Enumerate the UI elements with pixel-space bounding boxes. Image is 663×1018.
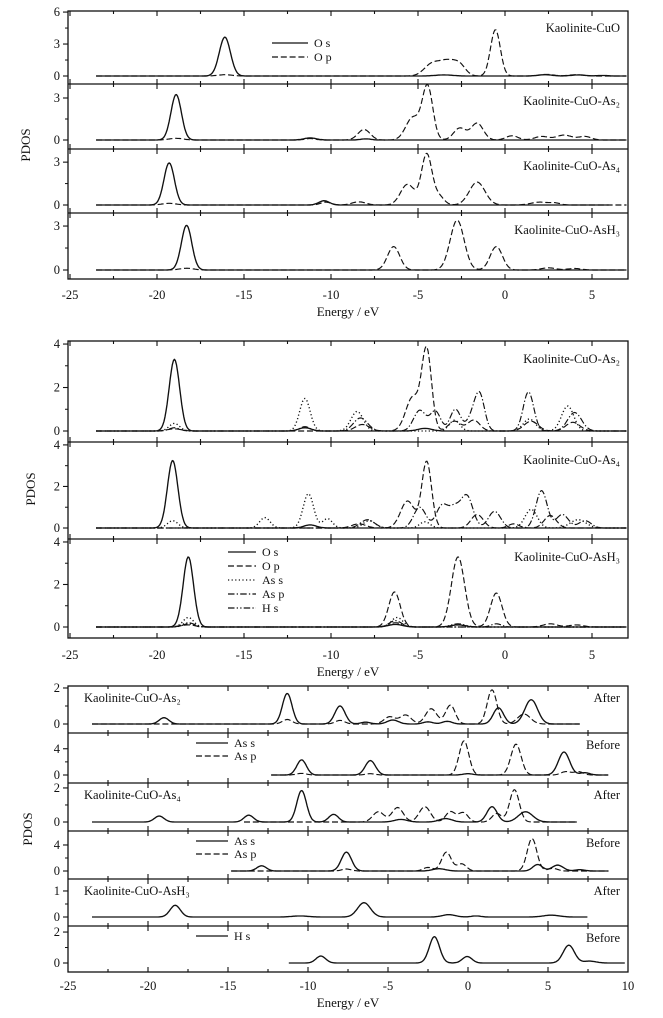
x-tick-label: -10	[299, 979, 317, 993]
y-tick-label: 2	[53, 780, 60, 795]
x-tick-label: -20	[148, 648, 166, 662]
panel-title: Kaolinite-CuO-As₂	[523, 94, 620, 108]
legend-label: O p	[262, 559, 280, 573]
y-tick-label: 0	[53, 620, 60, 634]
y-axis-title: PDOS	[18, 128, 33, 162]
curve-o-s	[96, 359, 626, 431]
axes-frame-group-2	[68, 341, 628, 638]
y-tick-label: 4	[53, 741, 60, 756]
panel-title: Kaolinite-CuO-AsH₃	[514, 550, 620, 564]
panel-state-label: After	[593, 884, 620, 898]
panel-state-label: Before	[585, 836, 620, 850]
curve-o-s	[96, 461, 626, 528]
legend-label: As s	[234, 834, 256, 848]
legend-label: O s	[314, 36, 331, 50]
y-tick-label: 0	[53, 815, 60, 829]
curve-as-s	[271, 752, 608, 775]
y-tick-label: 0	[53, 198, 60, 212]
y-tick-label: 0	[53, 69, 60, 83]
curve-as-p	[231, 839, 608, 871]
curve-as-s	[96, 494, 626, 528]
panel-title: Kaolinite-CuO-As₂	[84, 691, 181, 705]
panel-state-label: Before	[585, 931, 620, 945]
panel-state-label: After	[593, 691, 620, 705]
panel-title: Kaolinite-CuO-AsH₃	[514, 223, 620, 237]
curve-o-p	[96, 84, 626, 140]
x-tick-label: -5	[382, 979, 394, 993]
x-tick-label: -5	[412, 648, 424, 662]
legend-label: As s	[262, 573, 284, 587]
y-axis-title: PDOS	[20, 812, 35, 846]
curve-as-p	[244, 790, 576, 822]
x-tick-label: 5	[588, 648, 596, 662]
x-tick-label: -15	[235, 288, 253, 302]
y-tick-label: 4	[53, 837, 60, 852]
x-tick-label: -5	[412, 288, 424, 302]
y-tick-label: 4	[53, 437, 60, 452]
curve-o-s	[96, 37, 626, 76]
legend-label: H s	[234, 929, 251, 943]
panel-state-label: Before	[585, 738, 620, 752]
x-tick-label: -25	[61, 288, 79, 302]
curve-as-p	[271, 741, 608, 775]
x-tick-label: -10	[322, 288, 340, 302]
x-tick-label: -15	[235, 648, 253, 662]
x-tick-label: 0	[501, 288, 509, 302]
y-tick-label: 6	[53, 5, 60, 20]
legend-label: As p	[262, 587, 285, 601]
curve-as-s	[96, 398, 626, 431]
y-tick-label: 3	[53, 37, 60, 52]
curve-o-s	[96, 557, 626, 627]
y-tick-label: 4	[53, 337, 60, 352]
x-tick-label: 0	[464, 979, 472, 993]
x-axis-title: Energy / eV	[316, 995, 380, 1010]
y-tick-label: 3	[53, 91, 60, 105]
y-tick-label: 0	[53, 263, 60, 277]
y-tick-label: 1	[53, 883, 60, 898]
x-tick-label: 10	[621, 979, 635, 993]
curve-o-p	[96, 557, 626, 627]
y-tick-label: 0	[53, 864, 60, 878]
y-tick-label: 0	[53, 910, 60, 924]
x-tick-label: -20	[139, 979, 157, 993]
y-tick-label: 3	[53, 219, 60, 234]
x-tick-label: -25	[59, 979, 77, 993]
panel-title: Kaolinite-CuO-AsH₃	[84, 884, 190, 898]
x-tick-label: -10	[322, 648, 340, 662]
x-axis-title: Energy / eV	[316, 664, 380, 679]
y-tick-label: 0	[53, 717, 60, 731]
legend-label: H s	[262, 601, 279, 615]
x-tick-label: -20	[148, 288, 166, 302]
panel-title: Kaolinite-CuO	[545, 21, 620, 35]
x-tick-label: 0	[501, 648, 509, 662]
x-axis-title: Energy / eV	[316, 304, 380, 319]
x-tick-label: 5	[588, 288, 596, 302]
y-tick-label: 2	[53, 479, 60, 494]
panel-state-label: After	[593, 788, 620, 802]
panel-title: Kaolinite-CuO-As₂	[523, 352, 620, 366]
x-tick-label: -25	[61, 648, 79, 662]
x-tick-label: -15	[219, 979, 237, 993]
panel-title: Kaolinite-CuO-As₄	[84, 788, 181, 802]
curve-h-s	[289, 937, 625, 963]
panel-title: Kaolinite-CuO-As₄	[523, 159, 620, 173]
legend-label: O p	[314, 50, 332, 64]
curve-o-p	[96, 30, 626, 76]
curve-h-s	[92, 903, 587, 917]
y-tick-label: 4	[53, 534, 60, 549]
y-tick-label: 2	[53, 925, 60, 940]
legend-label: As s	[234, 736, 256, 750]
panel-title: Kaolinite-CuO-As₄	[523, 453, 620, 467]
legend-label: O s	[262, 545, 279, 559]
y-tick-label: 3	[53, 155, 60, 170]
y-tick-label: 2	[53, 577, 60, 592]
y-tick-label: 0	[53, 133, 60, 147]
y-tick-label: 2	[53, 680, 60, 695]
curve-as-p	[96, 491, 626, 528]
legend-label: As p	[234, 749, 257, 763]
y-tick-label: 0	[53, 956, 60, 970]
x-tick-label: 5	[544, 979, 552, 993]
y-tick-label: 0	[53, 521, 60, 535]
y-tick-label: 0	[53, 768, 60, 782]
legend-label: As p	[234, 847, 257, 861]
axes-frame-group-1	[68, 11, 628, 279]
y-tick-label: 0	[53, 424, 60, 438]
y-axis-title: PDOS	[23, 472, 38, 506]
y-tick-label: 2	[53, 380, 60, 395]
